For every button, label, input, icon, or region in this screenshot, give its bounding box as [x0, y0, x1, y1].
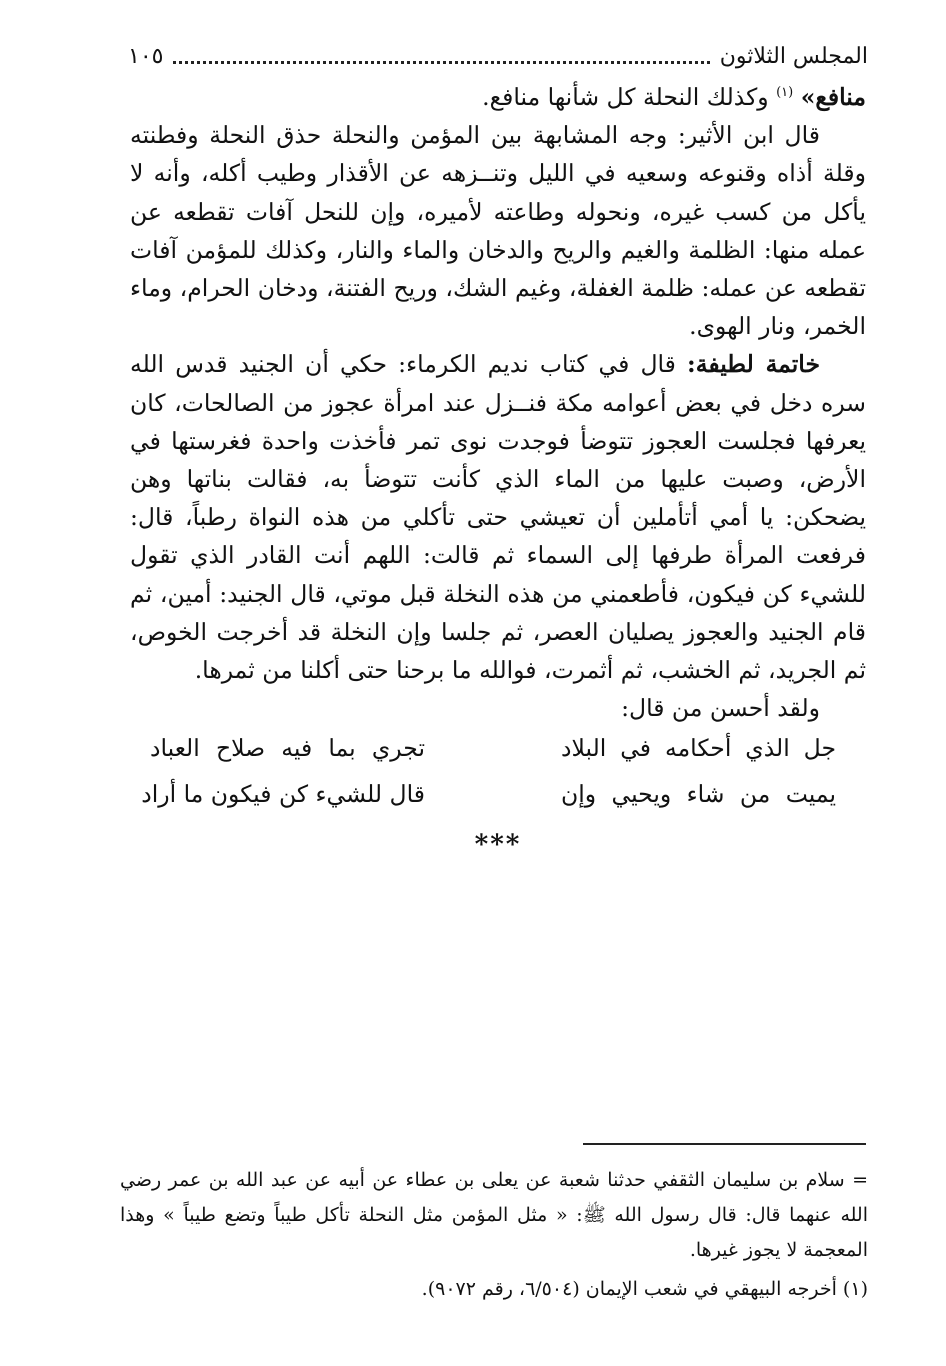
footnotes — [120, 1163, 868, 1307]
paragraph-khatima — [130, 345, 866, 689]
poem-line-2-first-hemistich: يميت من شاء ويحيي وإن — [561, 780, 836, 808]
paragraph-1 — [130, 78, 866, 116]
khatima-text: قال في كتاب نديم الكرماء: حكي أن الجنيد قدس الله سره دخل في بعض أعوامه مكة فنــزل عند امرأة عجوز من الصالحات، كان يعرفها فجلست العجوز تتوضأ فوجدت نوى تمر فأخذت واحدة فغرستها في الأرض، وصبت عليها من الماء الذي كأنت تتوضأ به، فقالت بناتها وهن يضحكن: يا أمي أتأملين أن تعيشي حتى تأكلي من هذه النواة رطباً، قال: فرفعت المرأة طرفها إلى السماء ثم قالت: اللهم أنت القادر الذي تقول للشيء كن فيكون، فأطعمني من هذه النخلة قبل موتي، قال الجنيد: أمين، ثم قام الجنيد والعجوز يصليان العصر، ثم جلسا وإن النخلة قد أخرجت الخوص، ثم الجريد، ثم الخشب، ثم أثمرت، فوالله ما برحنا حتى أكلنا من ثمرها. — [130, 350, 866, 685]
paragraph-ibn-athir: قال ابن الأثير: وجه المشابهة بين المؤمن والنحلة حذق النحلة وفطنته وقلة أذاه وقنوعه وسعيه في الليل وتنــزهه عن الأقذار وطيب أكله، وأنه لا يأكل من كسب غيره، ونحوله وطاعته لأميره، وإن للنحل آفات تقطعه عن عمله منها: الظلمة والغيم والريح والدخان والماء والنار، وكذلك للمؤمن آفات تقطعه عن عمله: ظلمة الغفلة، وغيم الشك، وريح الفتنة، ودخان الحرام، وماء الخمر، ونار الهوى. — [130, 121, 866, 341]
khatima-heading: خاتمة لطيفة: — [687, 350, 820, 379]
poem-line-1-first-hemistich: جل الذي أحكامه في البلاد — [561, 734, 836, 762]
footnote-continuation: = سلام بن سليمان الثقفي حدثنا شعبة عن يعلى بن عطاء عن أبيه عن عبد الله بن عمر رضي الله عنهما قال: قال رسول الله ﷺ: « مثل المؤمن مثل النحلة تأكل طيباً وتضع طيباً » وهذا المعجمة لا يجوز غيرها. — [120, 1169, 868, 1261]
poem-line-2 — [141, 771, 836, 817]
paragraph-1-bold: منافع» — [800, 83, 866, 111]
header-dotted-leader — [173, 61, 709, 64]
footnote-rule — [583, 1143, 866, 1145]
poem-intro: ولقد أحسن من قال: — [621, 694, 820, 723]
footnote-ref-1: (١) — [776, 85, 794, 100]
page-header — [128, 38, 868, 74]
page-number: ١٠٥ — [128, 43, 164, 69]
poem-line-1 — [150, 725, 836, 771]
footnote-1: (١) أخرجه البيهقي في شعب الإيمان (٦/٥٠٤، رقم ٩٠٧٢). — [421, 1278, 868, 1300]
section-separator: *** — [474, 830, 522, 860]
poem-line-2-second-hemistich: قال للشيء كن فيكون ما أراد — [141, 780, 425, 808]
poem — [141, 725, 836, 817]
main-text — [130, 78, 866, 727]
chapter-title: المجلس الثلاثون — [719, 43, 868, 69]
poem-line-1-second-hemistich: تجري بما فيه صلاح العباد — [150, 734, 425, 762]
paragraph-1-text: وكذلك النحلة كل شأنها منافع. — [482, 83, 777, 111]
